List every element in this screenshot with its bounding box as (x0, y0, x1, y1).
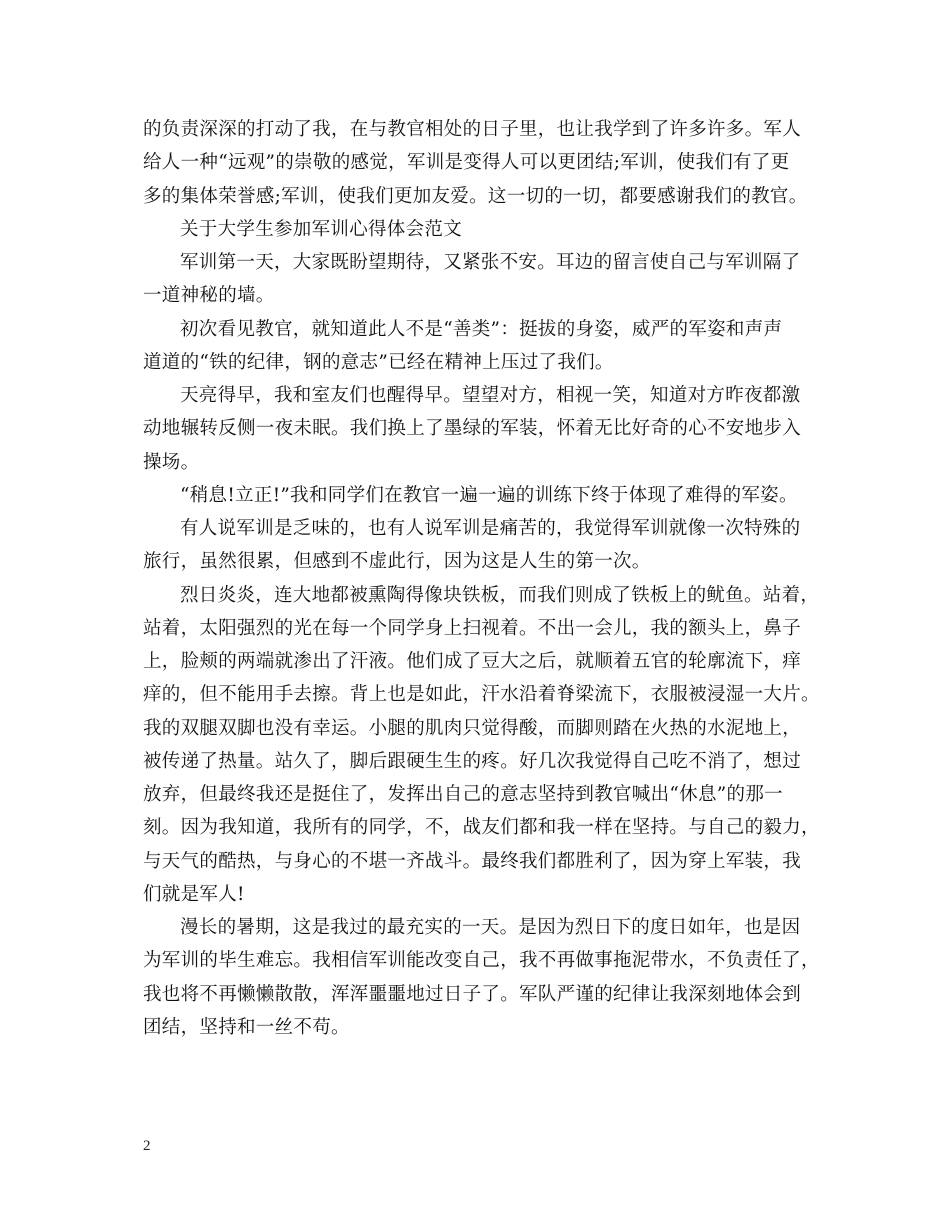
text-line: 与天气的酷热，与身心的不堪一齐战斗。最终我们都胜利了，因为穿上军装，我 (143, 850, 802, 872)
text-line: 道道的“铁的纪律，钢的意志”已经在精神上压过了我们。 (143, 351, 614, 373)
text-line: 漫长的暑期，这是我过的最充实的一天。是因为烈日下的度日如年，也是因 (180, 917, 801, 938)
text-line: 烈日炎炎，连大地都被熏陶得像块铁板，而我们则成了铁板上的鱿鱼。站着， (180, 584, 820, 606)
text-line: 团结，坚持和一丝不苟。 (143, 1016, 350, 1038)
section-title: 关于大学生参加军训心得体会范文 (180, 218, 463, 240)
text-line: 多的集体荣誉感;军训，使我们更加友爱。这一切的一切，都要感谢我们的教官。 (143, 185, 808, 207)
text-line: 有人说军训是乏味的，也有人说军训是痛苦的，我觉得军训就像一次特殊的 (180, 518, 801, 539)
text-line: 军训第一天，大家既盼望期待，又紧张不安。耳边的留言使自己与军训隔了 (180, 252, 801, 273)
body-text (143, 113, 825, 1044)
text-line: 我也将不再懒懒散散，浑浑噩噩地过日子了。军队严谨的纪律让我深刻地体会到 (143, 983, 802, 1005)
text-line: 为军训的毕生难忘。我相信军训能改变自己，我不再做事拖泥带水，不负责任了， (143, 950, 820, 972)
text-line: 我的双腿双脚也没有幸运。小腿的肌肉只觉得酸，而脚则踏在火热的水泥地上， (143, 717, 802, 739)
text-line: 动地辗转反侧一夜未眠。我们换上了墨绿的军装，怀着无比好奇的心不安地步入 (143, 418, 802, 440)
text-line: 痒的，但不能用手去擦。背上也是如此，汗水沿着脊梁流下，衣服被浸湿一大片。 (143, 684, 820, 706)
text-line: 站着，太阳强烈的光在每一个同学身上扫视着。不出一会儿，我的额头上，鼻子 (143, 617, 802, 639)
text-line: 一道神秘的墙。 (143, 285, 275, 307)
text-line: 初次看见教官，就知道此人不是“善类”：挺拔的身姿，威严的军姿和声声 (180, 318, 783, 340)
text-line: 的负责深深的打动了我，在与教官相处的日子里，也让我学到了许多许多。军人 (143, 119, 802, 140)
page-number: 2 (143, 1138, 151, 1154)
text-line: “稍息!立正!”我和同学们在教官一遍一遍的训练下终于体现了难得的军姿。 (180, 484, 798, 506)
text-line: 上，脸颊的两端就渗出了汗液。他们成了豆大之后，就顺着五官的轮廓流下，痒 (143, 651, 802, 672)
text-line: 刻。因为我知道，我所有的同学，不，战友们都和我一样在坚持。与自己的毅力， (143, 817, 820, 839)
text-line: 们就是军人! (143, 883, 245, 905)
text-line: 天亮得早，我和室友们也醒得早。望望对方，相视一笑，知道对方昨夜都激 (180, 385, 801, 406)
text-line: 旅行，虽然很累，但感到不虚此行，因为这是人生的第一次。 (143, 551, 651, 573)
text-line: 放弃，但最终我还是挺住了，发挥出自己的意志坚持到教官喊出“休息”的那一 (143, 784, 783, 805)
text-line: 操场。 (143, 451, 200, 473)
text-line: 被传递了热量。站久了，脚后跟硬生生的疼。好几次我觉得自己吃不消了，想过 (143, 750, 802, 772)
text-line: 给人一种“远观”的崇敬的感觉，军训是变得人可以更团结;军训，使我们有了更 (143, 152, 790, 174)
